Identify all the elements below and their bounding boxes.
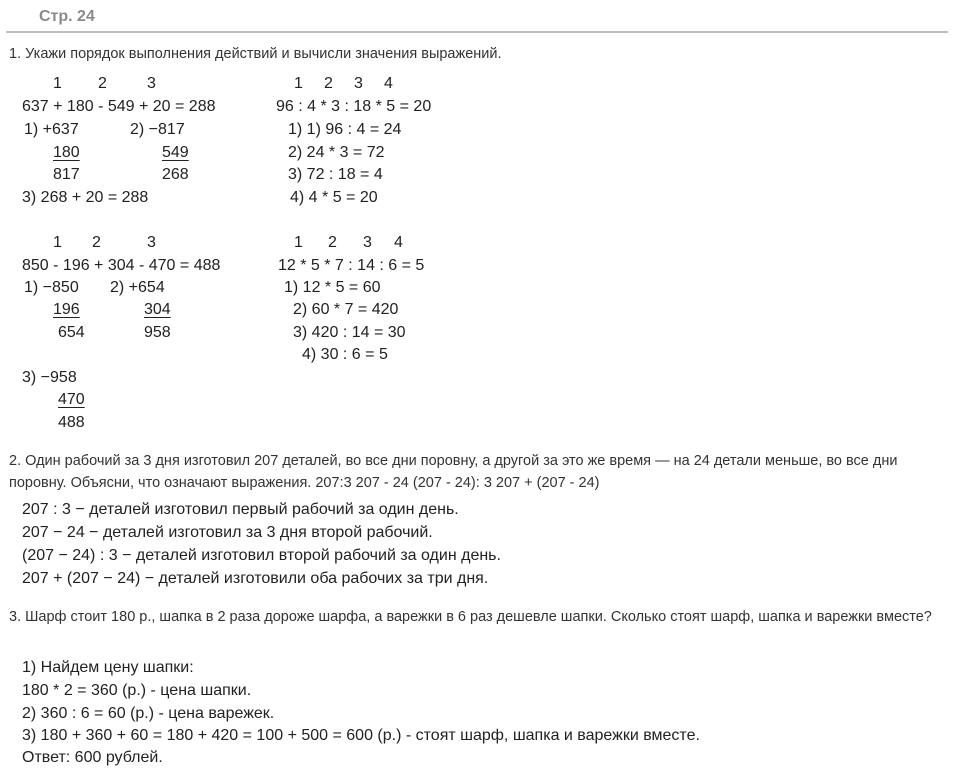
step-result: 488 bbox=[58, 414, 85, 431]
step-result: 268 bbox=[162, 166, 189, 183]
order-number: 4 bbox=[384, 75, 393, 92]
step: 3) 72 : 18 = 4 bbox=[288, 166, 383, 183]
order-number: 3 bbox=[363, 234, 372, 251]
step-label: 1) −850 bbox=[24, 279, 79, 296]
step: 1) 12 * 5 = 60 bbox=[284, 279, 381, 296]
step-label: 3) −958 bbox=[22, 369, 77, 386]
expression: 12 * 5 * 7 : 14 : 6 = 5 bbox=[278, 257, 425, 274]
expression: 637 + 180 - 549 + 20 = 288 bbox=[22, 98, 216, 115]
answer-line: 2) 360 : 6 = 60 (р.) - цена варежек. bbox=[22, 705, 275, 722]
step-label: 2) −817 bbox=[130, 121, 185, 138]
step: 3) 420 : 14 = 30 bbox=[293, 324, 406, 341]
order-number: 3 bbox=[354, 75, 363, 92]
step: 1) 1) 96 : 4 = 24 bbox=[288, 121, 402, 138]
order-number: 2 bbox=[324, 75, 333, 92]
task-2-text: 2. Один рабочий за 3 дня изготовил 207 деталей, во все дни поровну, а другой за это же время — на 24 детали меньше, во все дни поровну. Объясни, что означают выражения. 207:3 207 - 24 (207 - 24): 3 207 + (207 - 24) bbox=[9, 453, 898, 491]
answer-line: 207 : 3 − деталей изготовил первый рабочий за один день. bbox=[22, 501, 459, 518]
step: 3) 268 + 20 = 288 bbox=[22, 189, 149, 206]
step-operand: 549 bbox=[162, 144, 189, 161]
expression: 96 : 4 * 3 : 18 * 5 = 20 bbox=[276, 98, 432, 115]
answer-line: Ответ: 600 рублей. bbox=[22, 749, 163, 766]
answer-line: (207 − 24) : 3 − деталей изготовил второй рабочий за один день. bbox=[22, 547, 501, 564]
step: 4) 4 * 5 = 20 bbox=[290, 189, 378, 206]
step: 2) 24 * 3 = 72 bbox=[288, 144, 385, 161]
answer-line: 207 + (207 − 24) − деталей изготовили оба рабочих за три дня. bbox=[22, 570, 489, 587]
order-number: 2 bbox=[92, 234, 101, 251]
page-header bbox=[6, 0, 948, 33]
order-number: 2 bbox=[98, 75, 107, 92]
step-label: 2) +654 bbox=[110, 279, 165, 296]
step-operand: 304 bbox=[144, 301, 171, 318]
answer-line: 1) Найдем цену шапки: bbox=[22, 659, 194, 676]
answer-line: 207 − 24 − деталей изготовил за 3 дня второй рабочий. bbox=[22, 524, 433, 541]
expression: 850 - 196 + 304 - 470 = 488 bbox=[22, 257, 221, 274]
order-number: 3 bbox=[147, 75, 156, 92]
answer-line: 180 * 2 = 360 (р.) - цена шапки. bbox=[22, 682, 252, 699]
order-number: 3 bbox=[147, 234, 156, 251]
page-title: Стр. 24 bbox=[39, 8, 95, 25]
order-number: 1 bbox=[294, 234, 303, 251]
order-number: 2 bbox=[328, 234, 337, 251]
task-3-text: 3. Шарф стоит 180 р., шапка в 2 раза дороже шарфа, а варежки в 6 раз дешевле шапки. Сколько стоят шарф, шапка и варежки вместе? bbox=[9, 609, 932, 625]
step-operand: 196 bbox=[53, 301, 80, 318]
step-operand: 470 bbox=[58, 391, 85, 408]
order-number: 1 bbox=[294, 75, 303, 92]
order-number: 4 bbox=[394, 234, 403, 251]
answer-line: 3) 180 + 360 + 60 = 180 + 420 = 100 + 500 = 600 (р.) - стоят шарф, шапка и варежки вместе. bbox=[22, 727, 700, 744]
step-operand: 180 bbox=[53, 144, 80, 161]
order-number: 1 bbox=[53, 234, 62, 251]
order-number: 1 bbox=[53, 75, 62, 92]
step: 4) 30 : 6 = 5 bbox=[302, 346, 388, 363]
step-label: 1) +637 bbox=[24, 121, 79, 138]
task-1-text: 1. Укажи порядок выполнения действий и вычисли значения выражений. bbox=[9, 46, 502, 62]
step-result: 958 bbox=[144, 324, 171, 341]
step: 2) 60 * 7 = 420 bbox=[293, 301, 399, 318]
step-result: 817 bbox=[53, 166, 80, 183]
step-result: 654 bbox=[58, 324, 85, 341]
